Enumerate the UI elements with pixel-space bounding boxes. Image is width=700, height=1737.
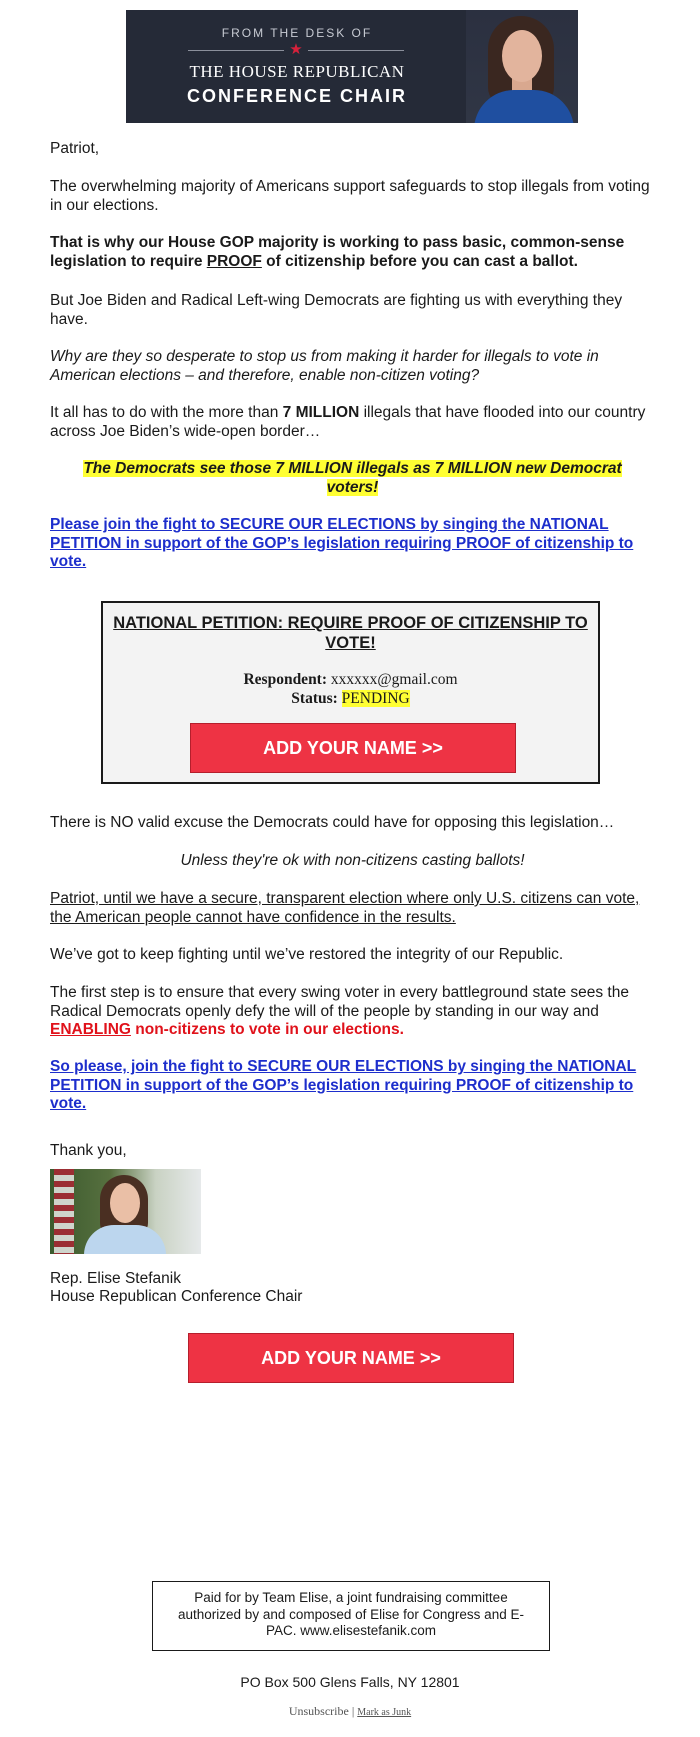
mark-as-junk-link[interactable]: Mark as Junk [357, 1707, 412, 1718]
signature-title: House Republican Conference Chair [50, 1288, 303, 1305]
star-icon: ★ [289, 41, 303, 58]
paragraph-11: The first step is to ensure that every swing voter in every battleground state sees the Radical Democrats openly defy the will of the people by standing in our way and ENABLING non-citizens to vote in our elections. [50, 984, 629, 1038]
thank-you: Thank you, [50, 1142, 127, 1159]
signature-photo [50, 1169, 201, 1254]
paragraph-7: There is NO valid excuse the Democrats could have for opposing this legislation… [50, 814, 615, 831]
add-your-name-button[interactable]: ADD YOUR NAME >> [190, 723, 516, 773]
paragraph-3: But Joe Biden and Radical Left-wing Democrats are fighting us with everything they have. [50, 292, 623, 328]
petition-box [101, 601, 600, 784]
signature-name: Rep. Elise Stefanik [50, 1270, 181, 1287]
banner-text [126, 10, 468, 123]
paragraph-8: Unless they're ok with non-citizens casting ballots! [180, 852, 525, 869]
banner-portrait-photo [466, 10, 578, 123]
unsubscribe-row [0, 1704, 700, 1719]
disclaimer-text: Paid for by Team Elise, a joint fundraising committee authorized by and composed of Elise for Congress and E-PAC. www.elisestefanik.com [178, 1590, 524, 1638]
unsubscribe-link[interactable]: Unsubscribe [288, 1704, 349, 1718]
separator: | [351, 1704, 355, 1718]
banner-rule-right [308, 50, 404, 51]
banner-line2: CONFERENCE CHAIR [186, 86, 407, 106]
paragraph-2: That is why our House GOP majority is working to pass basic, common-sense legislation to require PROOF of citizenship before you can cast a ballot. [50, 234, 625, 270]
status-badge: PENDING [341, 689, 410, 707]
petition-title: NATIONAL PETITION: REQUIRE PROOF OF CITIZENSHIP TO VOTE! [113, 614, 588, 652]
respondent-value: xxxxxx@gmail.com [330, 671, 458, 688]
highlighted-statement: The Democrats see those 7 MILLION illegals as 7 MILLION new Democrat voters! [83, 460, 622, 496]
paragraph-1: The overwhelming majority of Americans support safeguards to stop illegals from voting in our elections. [50, 178, 650, 214]
mailing-address: PO Box 500 Glens Falls, NY 12801 [240, 1674, 460, 1690]
petition-link-2[interactable]: So please, join the fight to SECURE OUR ELECTIONS by singing the NATIONAL PETITION in support of the GOP’s legislation requiring PROOF of citizenship to vote. [50, 1058, 637, 1112]
banner-kicker: FROM THE DESK OF [221, 26, 373, 40]
greeting: Patriot, [50, 140, 100, 157]
enabling-text: ENABLING [50, 1021, 131, 1038]
petition-link-1[interactable]: Please join the fight to SECURE OUR ELECTIONS by singing the NATIONAL PETITION in support of the GOP’s legislation requiring PROOF of citizenship to vote. [50, 516, 634, 570]
banner-rule-left [188, 50, 284, 51]
disclaimer-box [152, 1581, 550, 1651]
header-banner [126, 10, 578, 123]
paragraph-5: It all has to do with the more than 7 MILLION illegals that have flooded into our country across Joe Biden’s wide-open border… [50, 404, 646, 440]
respondent-row: Respondent: xxxxxx@gmail.com [243, 671, 458, 688]
status-row: Status: PENDING [291, 689, 410, 707]
banner-line1: THE HOUSE REPUBLICAN [189, 62, 405, 81]
add-your-name-button-bottom[interactable]: ADD YOUR NAME >> [188, 1333, 514, 1383]
paragraph-4: Why are they so desperate to stop us from making it harder for illegals to vote in American elections – and therefore, enable non-citizen voting? [50, 348, 599, 384]
paragraph-9: Patriot, until we have a secure, transparent election where only U.S. citizens can vote, the American people cannot have confidence in the results. [50, 890, 640, 926]
paragraph-10: We’ve got to keep fighting until we’ve restored the integrity of our Republic. [50, 946, 564, 963]
petition-meta [103, 671, 598, 708]
proof-underlined: PROOF [206, 252, 262, 270]
